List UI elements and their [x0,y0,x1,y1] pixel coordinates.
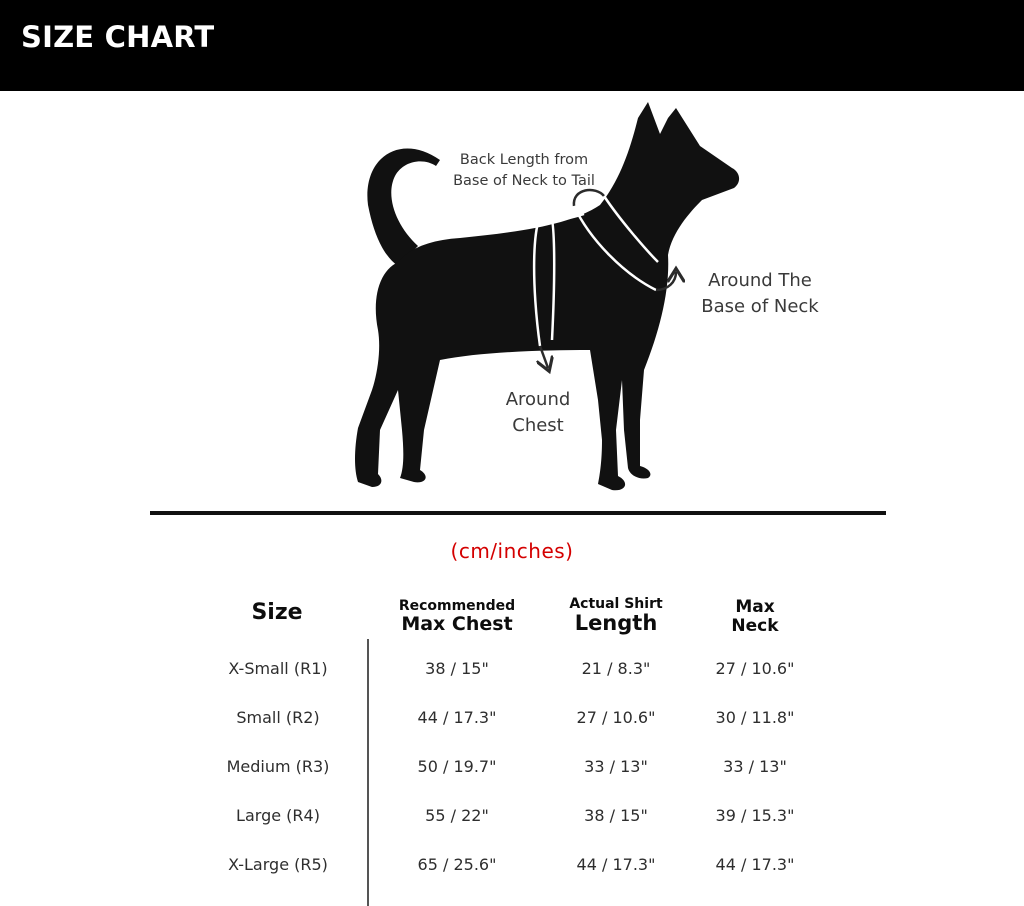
table-row [0,708,1024,738]
cell-size: Medium (R3) [226,757,330,776]
cell-length: 21 / 8.3" [581,659,651,678]
cell-neck: 30 / 11.8" [715,708,795,727]
cell-size: Small (R2) [236,708,320,727]
back-length-label-line1: Back Length from [459,152,589,168]
header-bar [0,0,1024,91]
cell-size: Large (R4) [236,806,320,825]
cell-size: X-Large (R5) [228,855,328,874]
cell-length: 27 / 10.6" [576,708,656,727]
chest-label-line2: Chest [512,415,564,436]
neck-label [688,268,832,320]
back-length-label [436,150,612,192]
column-header-length-top: Actual Shirt [569,596,663,612]
chest-label [488,387,588,439]
table-row [0,855,1024,885]
cell-neck: 44 / 17.3" [715,855,795,874]
table-row [0,659,1024,689]
page-title: SIZE CHART [21,20,215,54]
cell-size: X-Small (R1) [228,659,328,678]
column-header-chest-bottom: Max Chest [401,613,513,635]
cell-neck: 27 / 10.6" [715,659,795,678]
cell-chest: 44 / 17.3" [417,708,497,727]
column-header-length [536,597,696,634]
cell-chest: 50 / 19.7" [417,757,497,776]
neck-label-line1: Around The [708,270,812,291]
cell-length: 33 / 13" [584,757,648,776]
cell-chest: 65 / 25.6" [417,855,497,874]
column-header-neck [690,598,820,636]
table-row [0,806,1024,836]
section-divider [150,511,886,515]
cell-neck: 39 / 15.3" [715,806,795,825]
table-row [0,757,1024,787]
back-length-label-line2: Base of Neck to Tail [453,173,595,189]
column-header-neck-top: Max [735,597,775,617]
cell-neck: 33 / 13" [723,757,787,776]
column-header-size: Size [251,600,303,625]
cell-length: 44 / 17.3" [576,855,656,874]
cell-length: 38 / 15" [584,806,648,825]
column-header-chest-top: Recommended [398,598,516,614]
cell-chest: 38 / 15" [425,659,489,678]
cell-chest: 55 / 22" [425,806,489,825]
column-header-length-bottom: Length [574,611,658,635]
measurement-diagram [0,91,1024,511]
column-header-chest [372,599,542,634]
neck-label-line2: Base of Neck [701,296,819,317]
column-header-neck-bottom: Neck [731,616,779,636]
chest-label-line1: Around [505,389,571,410]
units-label: (cm/inches) [450,539,574,563]
